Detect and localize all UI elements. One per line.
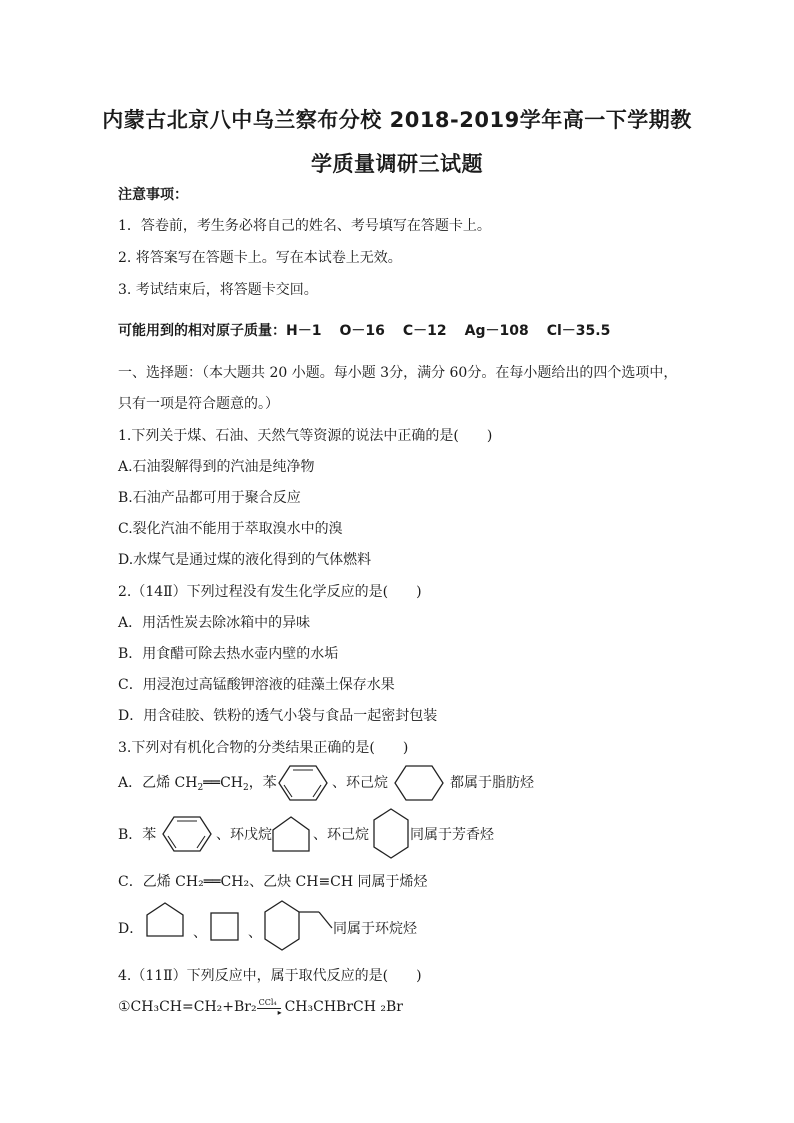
option-d-text2: 同属于环烷烃 [333,921,417,937]
page-title-line2: 学质量调研三试题 [311,152,483,176]
cyclobutane-structure [210,912,240,942]
separator: 、 [193,925,207,941]
reaction-condition: CCl₄ [258,998,277,1007]
option-a-text3: 都属于脂肪烃 [450,775,534,791]
notice-item: 1．答卷前，考生务必将自己的姓名、考号填写在答题卡上。 [118,218,491,234]
atomic-mass-label: 可能用到的相对原子质量： [118,323,286,339]
option-a: A.石油裂解得到的汽油是纯净物 [118,459,315,475]
option-d: D．用含硅胶、铁粉的透气小袋与食品一起密封包装 [118,708,438,724]
option-c: C．用浸泡过高锰酸钾溶液的硅藻土保存水果 [118,677,395,693]
notice-item: 3. 考试结束后，将答题卡交回。 [118,282,318,298]
page-title: 内蒙古北京八中乌兰察布分校 2018-2019学年高一下学期教 [102,108,692,132]
reaction-arrow: CCl₄ ▸ [257,1000,285,1014]
benzene-structure [278,765,328,801]
section-intro-cont: 只有一项是符合题意的。） [118,396,279,412]
option-b-text3: 、环己烷 [313,827,369,843]
option-d-text: D． [118,921,144,937]
equation-1 [118,998,403,1016]
option-a: A．用活性炭去除冰箱中的异味 [118,615,311,631]
option-b: B.石油产品都可用于聚合反应 [118,490,301,506]
question-stem: 2.（14Ⅱ）下列过程没有发生化学反应的是( ) [118,584,422,600]
cyclohexane-structure [394,765,444,801]
notice-item: 2. 将答案写在答题卡上。写在本试卷上无效。 [118,250,402,266]
question-stem: 3.下列对有机化合物的分类结果正确的是( ) [118,740,409,756]
question-stem: 1.下列关于煤、石油、天然气等资源的说法中正确的是( ) [118,428,493,444]
separator: 、 [248,925,262,941]
atomic-mass-item: O－16 [339,323,385,339]
methylcyclohexane-structure [264,900,334,952]
option-d: D.水煤气是通过煤的液化得到的气体燃料 [118,552,372,568]
equation-reactants: ①CH₃CH=CH₂+Br₂ [118,999,257,1015]
notice-heading: 注意事项： [118,187,188,203]
equation-product: CH₃CHBrCH ₂Br [284,999,403,1015]
atomic-mass-item: H－1 [286,323,322,339]
option-c: C.裂化汽油不能用于萃取溴水中的溴 [118,521,343,537]
option-c: C．乙烯 CH₂══CH₂、乙炔 CH≡CH 同属于烯烃 [118,874,428,890]
option-b-text4: 同属于芳香烃 [410,827,494,843]
atomic-mass-item: Cl－35.5 [546,323,611,339]
option-a-text2: 、环己烷 [332,775,388,791]
option-b-text2: 、环戊烷 [216,827,272,843]
benzene-structure [162,816,212,852]
section-intro: 一、选择题：（本大题共 20 小题。每小题 3分，满分 60分。在每小题给出的四个选项中， [118,365,678,381]
atomic-mass-item: Ag－108 [464,323,529,339]
cyclopentane-structure [271,816,311,854]
atomic-mass-line [118,322,628,340]
option-a-text: A．乙烯 $CH_2══CH_2$，苯 [118,775,277,793]
option-b-text: B．苯 [118,827,157,843]
cyclohexane-structure [373,808,409,860]
option-b: B．用食醋可除去热水壶内壁的水垢 [118,646,339,662]
cyclopentane-structure [145,902,185,938]
atomic-mass-item: C－12 [402,323,447,339]
question-stem: 4.（11Ⅱ）下列反应中，属于取代反应的是( ) [118,968,422,984]
